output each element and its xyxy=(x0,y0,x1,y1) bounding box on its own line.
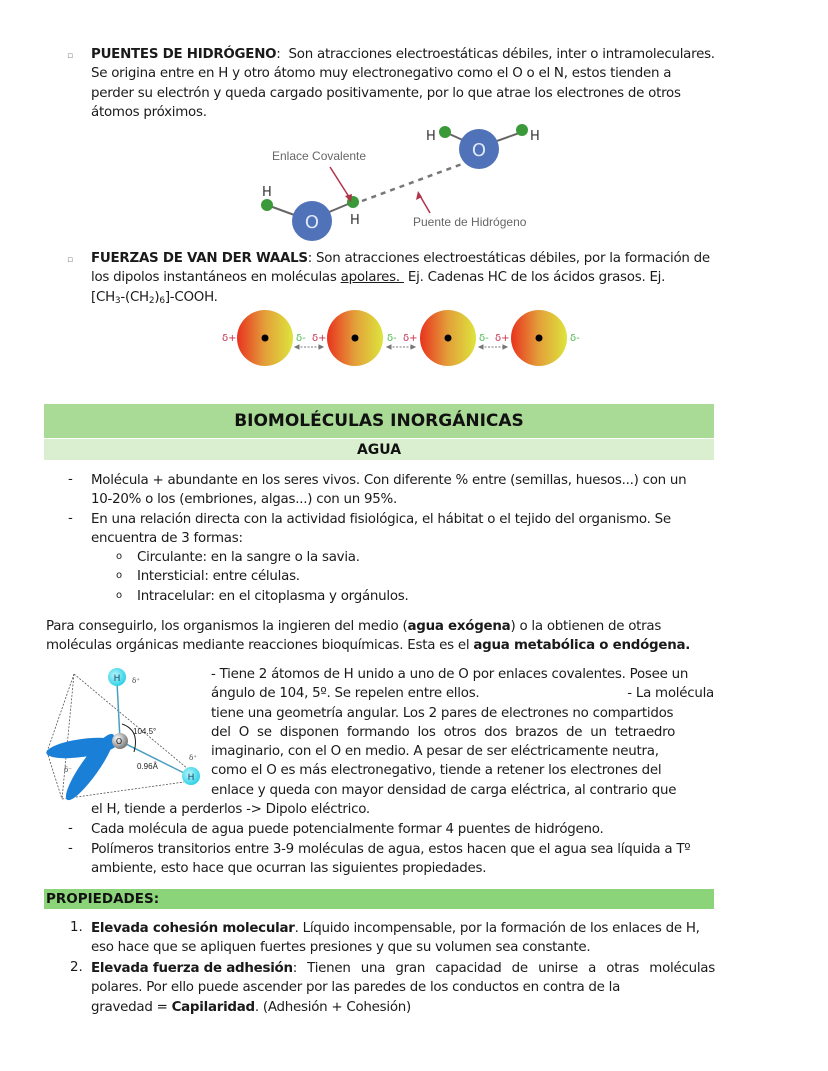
delta-minus-label: δ- xyxy=(296,333,306,344)
hydrogen-bond-diagram xyxy=(250,120,580,250)
dipoles-diagram xyxy=(215,308,595,378)
delta-minus-label: δ- xyxy=(387,333,397,344)
water-form-item: Circulante: en la sangre o la savia. xyxy=(137,550,360,565)
dipole-molecule xyxy=(420,310,476,366)
delta-minus-label: δ⁻ xyxy=(64,766,72,774)
svg-text:H: H xyxy=(113,674,121,684)
dipole-molecule xyxy=(511,310,567,366)
van-der-waals-title: FUERZAS DE VAN DER WAALS xyxy=(91,251,308,266)
hydrogen-label: H xyxy=(426,129,436,144)
hydrogen-atom xyxy=(261,199,273,211)
section-title: BIOMOLÉCULAS INORGÁNICAS xyxy=(234,411,524,431)
angle-label: 104.5° xyxy=(133,727,157,736)
delta-plus-label: δ⁺ xyxy=(189,754,197,762)
properties-header: PROPIEDADES: xyxy=(46,891,160,907)
oxygen-label: O xyxy=(471,140,487,161)
covalent-bond-label: Enlace Covalente xyxy=(272,149,367,163)
hydrogen-label: H xyxy=(262,185,272,200)
svg-text:H: H xyxy=(187,773,195,783)
obtain-paragraph: Para conseguirlo, los organismos la ingieren del medio (agua exógena) o la obtienen de otras moléculas orgánicas mediante reacciones bioquímicas. Esta es el agua metabólica o endógena. xyxy=(46,619,691,654)
water-list-item: En una relación directa con la actividad fisiológica, el hábitat o el tejido del organismo. Se encuentra de 3 formas: xyxy=(91,512,671,547)
structure-paragraph-end: el H, tiende a perderlos -> Dipolo eléctrico. xyxy=(91,802,370,817)
oxygen-label: O xyxy=(304,212,320,233)
hydrogen-atom xyxy=(516,124,528,136)
hydrogen-label: H xyxy=(530,129,540,144)
capillarity-term: Capilaridad xyxy=(171,999,255,1015)
dash-bullet: - xyxy=(68,511,73,526)
fatty-acid-formula: $[CH_3-(CH_2)_6]$-COOH. xyxy=(91,289,218,306)
delta-minus-label: δ- xyxy=(479,333,489,344)
arrow-icon xyxy=(330,167,351,200)
square-bullet-icon: ▫ xyxy=(67,255,74,265)
water-molecule-diagram xyxy=(44,664,204,804)
apolares-underlined: apolares. xyxy=(340,270,404,286)
property-title: Elevada fuerza de adhesión xyxy=(91,961,293,976)
double-arrow-icon xyxy=(295,345,323,349)
square-bullet-icon: ▫ xyxy=(67,51,74,61)
water-form-item: Intracelular: en el citoplasma y orgánulos. xyxy=(137,589,409,604)
hydrogen-bridge-label: Puente de Hidrógeno xyxy=(413,215,527,229)
circle-bullet-icon: o xyxy=(116,551,123,562)
section-subtitle: AGUA xyxy=(356,441,402,458)
delta-plus-label: δ+ xyxy=(312,333,327,344)
section-title-band xyxy=(44,404,714,438)
svg-text:O: O xyxy=(115,737,123,746)
dash-bullet: - xyxy=(68,472,73,487)
hydrogen-bonds-paragraph: PUENTES DE HIDRÓGENO: Son atracciones electroestáticas débiles, inter o intramoleculares. Se origina entre en H y otro átomo muy electronegativo como el O o el N, estos tienden a perder su electrón y queda cargado positivamente, por lo que atrae los electrones de otros átomos próximos. xyxy=(91,47,715,120)
water-form-item: Intersticial: entre células. xyxy=(137,569,300,584)
delta-plus-label: δ+ xyxy=(403,333,418,344)
more-list-item: Cada molécula de agua puede potencialmente formar 4 puentes de hidrógeno. xyxy=(91,822,604,837)
section-subtitle-band xyxy=(44,439,714,460)
dash-bullet: - xyxy=(68,821,73,836)
dash-bullet: - xyxy=(68,841,73,856)
circle-bullet-icon: o xyxy=(116,590,123,601)
exogenous-water: agua exógena xyxy=(407,619,511,634)
dipole-molecule xyxy=(237,310,293,366)
hydrogen-atom xyxy=(439,126,451,138)
delta-plus-label: δ+ xyxy=(495,333,510,344)
property-item: Elevada fuerza de adhesión : Tienen una gran capacidad de unirse a otras moléculas polares. Por ello puede ascender por las paredes de los conductos en contra de la gravedad = Capilaridad. (Adhesión + Cohesión) xyxy=(91,961,715,1015)
hydrogen-bridge-line xyxy=(362,164,462,201)
double-arrow-icon xyxy=(479,345,507,349)
property-title: Elevada cohesión molecular xyxy=(91,921,295,936)
double-arrow-icon xyxy=(387,345,415,349)
o-h-bond xyxy=(117,682,120,740)
circle-bullet-icon: o xyxy=(116,570,123,581)
delta-minus-label: δ- xyxy=(570,333,580,344)
list-number: 2. xyxy=(70,960,83,975)
more-list-item: Polímeros transitorios entre 3-9 moléculas de agua, estos hacen que el agua sea líquida a Tº ambiente, esto hace que ocurran las siguientes propiedades. xyxy=(91,842,691,877)
delta-plus-label: δ⁺ xyxy=(132,677,140,685)
properties-header-band xyxy=(44,889,714,909)
hydrogen-label: H xyxy=(350,213,360,228)
van-der-waals-paragraph: FUERZAS DE VAN DER WAALS: Son atracciones electroestáticas débiles, por la formación de los dipolos instantáneos en moléculas apolares. Ej. Cadenas HC de los ácidos grasos. Ej. $[CH_3-(CH_2)_6]$-COOH. xyxy=(91,249,715,307)
bond-length-label: 0.96Å xyxy=(137,762,158,771)
property-item: Elevada cohesión molecular. Líquido incompensable, por la formación de los enlaces de H, eso hace que se apliquen fuertes presiones y que su volumen sea constante. xyxy=(91,921,700,956)
dipole-molecule xyxy=(327,310,383,366)
delta-plus-label: δ+ xyxy=(222,333,237,344)
water-list-item: Molécula + abundante en los seres vivos. Con diferente % entre (semillas, huesos...) con un 10-20% o los (embriones, algas...) con un 95%. xyxy=(91,473,687,508)
metabolic-water: agua metabólica o endógena. xyxy=(473,638,691,654)
list-number: 1. xyxy=(70,920,83,935)
hydrogen-bonds-title: PUENTES DE HIDRÓGENO xyxy=(91,47,277,62)
structure-paragraph: - Tiene 2 átomos de H unido a uno de O por enlaces covalentes. Posee un ángulo de 104, 5º. Se repelen entre ellos. - La molécula tiene una geometría angular. Los 2 pares de electrones no compartidos del O se disponen formando los otros dos brazos de un tetraedro imaginario, con el O en medio. A pesar de ser eléctricamente neutra, como el O es más electronegativo, tiende a retener los electrones del enlace y queda con mayor densidad de carga eléctrica, al contrario que xyxy=(211,667,714,798)
